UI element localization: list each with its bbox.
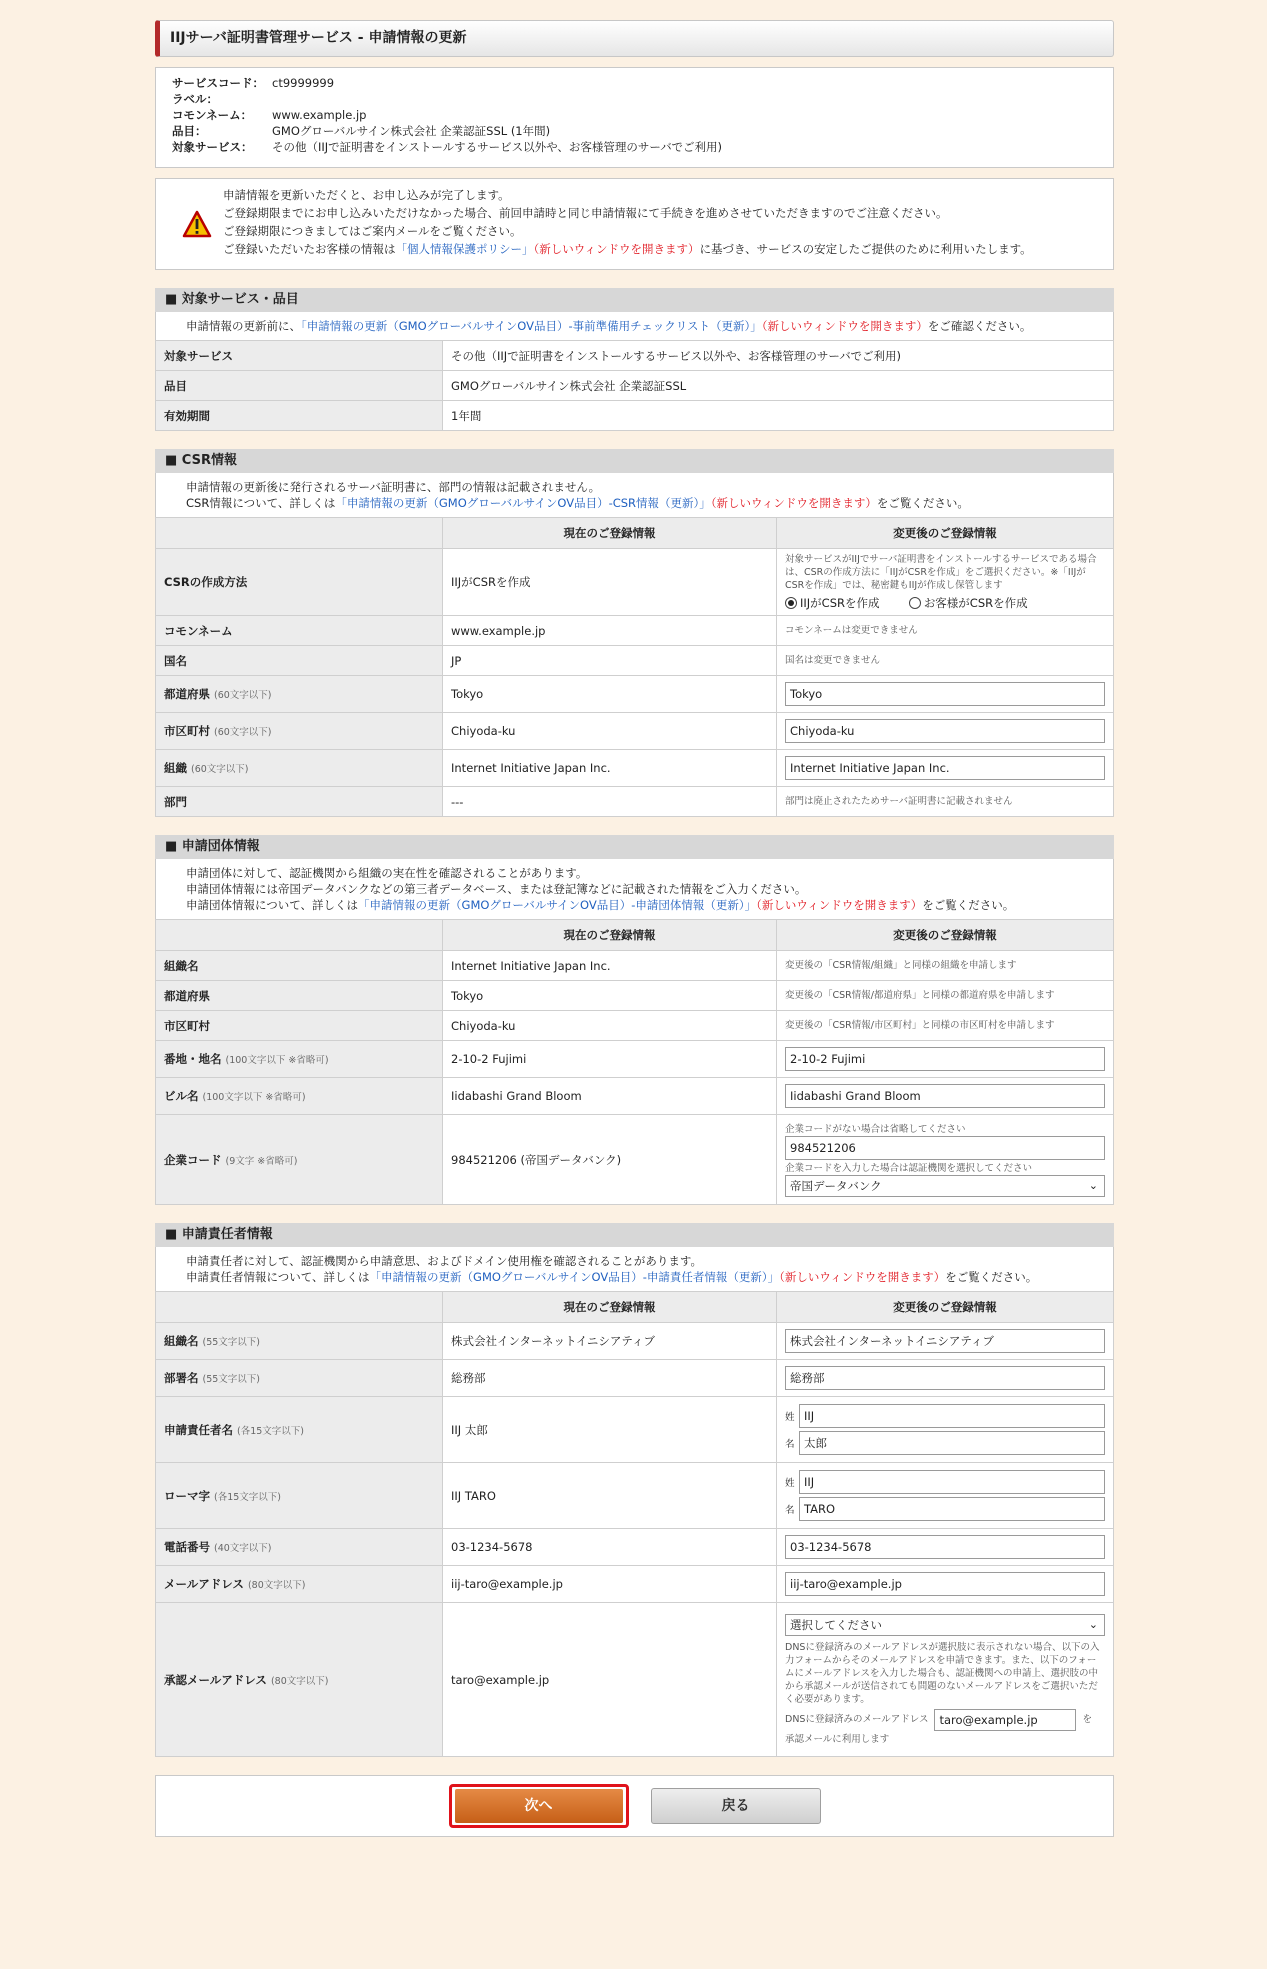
company-code-input[interactable]: 984521206 (785, 1136, 1105, 1160)
roman-surname-row (785, 1470, 1105, 1494)
char-limit: (9文字 ※省略可) (225, 1155, 298, 1167)
row-label (156, 1463, 443, 1529)
table-row (156, 646, 1114, 676)
current-value: Chiyoda-ku (443, 713, 777, 750)
summary-row (172, 75, 1097, 91)
organization-table (155, 919, 1114, 1205)
row-label: 品目 (156, 371, 443, 401)
current-value: Tokyo (443, 676, 777, 713)
current-value: 株式会社インターネットイニシアティブ (443, 1323, 777, 1360)
csr-method-cell (777, 549, 1114, 616)
desc-text: をご確認ください。 (927, 319, 1032, 333)
header-new: 変更後のご登録情報 (777, 920, 1114, 951)
section-description (155, 473, 1114, 517)
table-row (156, 1115, 1114, 1205)
table-row (156, 371, 1114, 401)
current-value: 2-10-2 Fujimi (443, 1041, 777, 1078)
table-header-row (156, 920, 1114, 951)
current-value: taro@example.jp (443, 1603, 777, 1757)
char-limit: (100文字以下 ※省略可) (202, 1092, 306, 1103)
char-limit: (80文字以下) (247, 1580, 306, 1591)
section-heading: ■ 申請団体情報 (155, 835, 1114, 859)
new-window-note: （新しいウィンドウを開きます） (533, 242, 700, 256)
table-row (156, 1463, 1114, 1529)
table-row (156, 549, 1114, 616)
current-value: JP (443, 646, 777, 676)
desc-text: をご覧ください。 (876, 496, 969, 510)
action-bar (155, 1775, 1114, 1837)
header-current: 現在のご登録情報 (443, 518, 777, 549)
surname-tag: 姓 (785, 1412, 795, 1423)
table-row (156, 787, 1114, 817)
roman-surname-input[interactable]: IIJ (799, 1470, 1105, 1494)
label-text: 企業コード (164, 1152, 222, 1167)
table-row (156, 1011, 1114, 1041)
row-note: 変更後の「CSR情報/都道府県」と同様の都道府県を申請します (777, 981, 1114, 1011)
csr-city-input[interactable]: Chiyoda-ku (785, 719, 1105, 743)
table-row (156, 713, 1114, 750)
given-name-row (785, 1431, 1105, 1455)
notice-box (155, 178, 1114, 270)
char-limit: (55文字以下) (202, 1374, 261, 1385)
new-window-note: （新しいウィンドウを開きます） (710, 496, 877, 510)
summary-value: GMOグローバルサイン株式会社 企業認証SSL (1年間) (272, 124, 551, 138)
row-label (156, 1603, 443, 1757)
notice-line: 申請情報を更新いただくと、お申し込みが完了します。 (223, 188, 510, 202)
input-cell (777, 1078, 1114, 1115)
row-label (156, 1041, 443, 1078)
warning-icon (171, 186, 223, 262)
applicant-org-input[interactable]: 株式会社インターネットイニシアティブ (785, 1329, 1105, 1353)
given-name-tag: 名 (785, 1505, 795, 1516)
company-code-note: 企業コードがない場合は省略してください (785, 1123, 966, 1135)
input-cell (777, 1566, 1114, 1603)
header-empty (156, 518, 443, 549)
summary-row (172, 91, 1097, 107)
page-title: IIJサーバ証明書管理サービス - 申請情報の更新 (155, 20, 1114, 57)
table-row (156, 1041, 1114, 1078)
building-input[interactable]: Iidabashi Grand Bloom (785, 1084, 1105, 1108)
agency-note: 企業コードを入力した場合は認証機関を選択してください (785, 1162, 1033, 1174)
header-empty (156, 1292, 443, 1323)
row-label (156, 1323, 443, 1360)
roman-name-cell (777, 1463, 1114, 1529)
desc-text: 申請責任者情報について、詳しくは (186, 1270, 370, 1284)
current-value: Tokyo (443, 981, 777, 1011)
table-row (156, 951, 1114, 981)
label-text: 電話番号 (164, 1540, 210, 1554)
label-text: 組織名 (164, 1334, 199, 1348)
row-label (156, 1115, 443, 1205)
new-window-note: （新しいウィンドウを開きます） (761, 319, 928, 333)
desc-text: CSR情報について、詳しくは (186, 496, 336, 510)
radio-customer-csr[interactable] (909, 597, 921, 609)
char-limit: (100文字以下 ※省略可) (225, 1055, 329, 1066)
header-new: 変更後のご登録情報 (777, 518, 1114, 549)
label-text: 組織 (164, 761, 187, 775)
label-text: ローマ字 (164, 1488, 210, 1503)
summary-row (172, 139, 1097, 155)
applicant-dept-input[interactable]: 総務部 (785, 1366, 1105, 1390)
page-container (155, 20, 1114, 1837)
summary-row (172, 123, 1097, 139)
input-cell (777, 1041, 1114, 1078)
row-label: 対象サービス (156, 341, 443, 371)
radio-iij-csr[interactable] (785, 597, 797, 609)
summary-value: ct9999999 (272, 76, 335, 90)
table-row (156, 676, 1114, 713)
input-cell (777, 676, 1114, 713)
current-value: www.example.jp (443, 616, 777, 646)
applicant-table (155, 1291, 1114, 1757)
current-value: Internet Initiative Japan Inc. (443, 951, 777, 981)
desc-line (186, 1269, 1083, 1285)
notice-text-segment: ご登録いただいたお客様の情報は (223, 242, 396, 256)
row-note: 変更後の「CSR情報/市区町村」と同様の市区町村を申請します (777, 1011, 1114, 1041)
table-row (156, 401, 1114, 431)
surname-input[interactable]: IIJ (799, 1404, 1105, 1428)
roman-given-name-input[interactable]: TARO (799, 1497, 1105, 1521)
input-cell (777, 750, 1114, 787)
desc-line (186, 495, 1083, 511)
char-limit: (60文字以下) (191, 764, 249, 775)
org-info-link[interactable]: 「申請情報の更新（GMOグローバルサインOV品目）-申請団体情報（更新）」 (358, 898, 757, 912)
header-new: 変更後のご登録情報 (777, 1292, 1114, 1323)
desc-line (186, 897, 1083, 913)
surname-row (785, 1404, 1105, 1428)
row-label: 国名 (156, 646, 443, 676)
row-value: 1年間 (443, 401, 1114, 431)
table-row (156, 1078, 1114, 1115)
row-label: 有効期間 (156, 401, 443, 431)
row-label (156, 1078, 443, 1115)
next-button[interactable] (449, 1784, 629, 1828)
desc-line: 申請団体に対して、認証機関から組織の実在性を確認されることがあります。 (186, 866, 588, 880)
csr-table (155, 517, 1114, 817)
current-value: iij-taro@example.jp (443, 1566, 777, 1603)
row-label (156, 750, 443, 787)
char-limit: (80文字以下) (270, 1675, 329, 1687)
agency-selected: 帝国データバンク (790, 1178, 882, 1193)
row-label (156, 1566, 443, 1603)
desc-line: 申請情報の更新後に発行されるサーバ証明書に、部門の情報は記載されません。 (186, 480, 601, 494)
row-label (156, 676, 443, 713)
phone-input[interactable]: 03-1234-5678 (785, 1535, 1105, 1559)
current-value: 984521206 (帝国データバンク) (443, 1115, 777, 1205)
dns-mail-input[interactable]: taro@example.jp (934, 1709, 1076, 1731)
section-description (155, 312, 1114, 340)
current-value: IIJ TARO (443, 1463, 777, 1529)
row-label: コモンネーム (156, 616, 443, 646)
section-organization (155, 835, 1114, 1205)
dns-mail-tail: 承認メールに利用します (785, 1733, 890, 1745)
table-row (156, 341, 1114, 371)
dns-mail-suffix: を (1082, 1714, 1092, 1725)
radio-label: お客様がCSRを作成 (923, 596, 1028, 610)
section-applicant (155, 1223, 1114, 1757)
row-label: 部門 (156, 787, 443, 817)
char-limit: (40文字以下) (214, 1543, 272, 1554)
current-value: 総務部 (443, 1360, 777, 1397)
given-name-tag: 名 (785, 1439, 795, 1450)
row-label: 市区町村 (156, 1011, 443, 1041)
privacy-policy-link[interactable]: 「個人情報保護ポリシー」 (395, 242, 534, 256)
new-window-note: （新しいウィンドウを開きます） (756, 898, 923, 912)
given-name-input[interactable]: 太郎 (799, 1431, 1105, 1455)
notice-line: ご登録期限までにお申し込みいただけなかった場合、前回申請時と同じ申請情報にて手続きを進めさせていただきますのでご注意ください。 (223, 206, 948, 220)
email-input[interactable]: iij-taro@example.jp (785, 1572, 1105, 1596)
name-cell (777, 1397, 1114, 1463)
label-text: メールアドレス (164, 1577, 244, 1591)
csr-info-link[interactable]: 「申請情報の更新（GMOグローバルサインOV品目）-CSR情報（更新）」 (335, 496, 711, 510)
checklist-link[interactable]: 「申請情報の更新（GMOグローバルサインOV品目）-事前準備用チェックリスト（更新）」 (301, 319, 762, 333)
desc-text: をご覧ください。 (945, 1270, 1038, 1284)
summary-box (155, 67, 1114, 168)
char-limit: (55文字以下) (202, 1337, 261, 1348)
table-row (156, 616, 1114, 646)
current-value: IIJ 太郎 (443, 1397, 777, 1463)
section-heading: ■ CSR情報 (155, 449, 1114, 473)
input-cell (777, 1323, 1114, 1360)
table-row (156, 1529, 1114, 1566)
current-value: --- (443, 787, 777, 817)
company-code-cell (777, 1115, 1114, 1205)
label-text: 部署名 (164, 1371, 199, 1385)
current-value: Internet Initiative Japan Inc. (443, 750, 777, 787)
summary-row (172, 107, 1097, 123)
section-heading: ■ 対象サービス・品目 (155, 288, 1114, 312)
label-text: ビル名 (164, 1089, 199, 1103)
approval-mail-note: DNSに登録済みのメールアドレスが選択肢に表示されない場合、以下の入力フォームからそのメールアドレスを申請できます。また、以下のフォームにメールアドレスを入力した場合も、認証機関への申請上、選択肢の中から承認メールが送信されても問題のないメールアドレスをご選択いただく必要があります。 (785, 1641, 1100, 1705)
header-current: 現在のご登録情報 (443, 920, 777, 951)
table-row (156, 1566, 1114, 1603)
label-text: 申請責任者名 (164, 1422, 233, 1437)
summary-value: その他（IIJで証明書をインストールするサービス以外や、お客様管理のサーバでご利用) (272, 140, 723, 154)
row-note: 国名は変更できません (777, 646, 1114, 676)
roman-given-name-row (785, 1497, 1105, 1521)
row-value: GMOグローバルサイン株式会社 企業認証SSL (443, 371, 1114, 401)
table-row (156, 1360, 1114, 1397)
next-button-label: 次へ (455, 1789, 623, 1823)
table-row (156, 1323, 1114, 1360)
row-label: 組織名 (156, 951, 443, 981)
input-cell (777, 1529, 1114, 1566)
current-value: IIJがCSRを作成 (443, 549, 777, 616)
current-value: Iidabashi Grand Bloom (443, 1078, 777, 1115)
summary-key: サービスコード： (172, 76, 264, 90)
input-cell (777, 713, 1114, 750)
chevron-down-icon: ⌄ (1088, 1617, 1098, 1631)
new-window-note: （新しいウィンドウを開きます） (779, 1270, 946, 1284)
current-value: Chiyoda-ku (443, 1011, 777, 1041)
header-empty (156, 920, 443, 951)
table-header-row (156, 518, 1114, 549)
desc-text: 申請団体情報について、詳しくは (186, 898, 359, 912)
char-limit: (60文字以下) (214, 727, 272, 738)
table-row (156, 1603, 1114, 1757)
row-note: 変更後の「CSR情報/組織」と同様の組織を申請します (777, 951, 1114, 981)
table-row (156, 1397, 1114, 1463)
desc-text: 申請情報の更新前に、 (186, 319, 301, 333)
section-csr (155, 449, 1114, 817)
row-label (156, 1360, 443, 1397)
char-limit: (60文字以下) (214, 690, 272, 701)
summary-value: www.example.jp (272, 108, 367, 122)
summary-key: 対象サービス： (172, 140, 253, 154)
surname-tag: 姓 (785, 1478, 795, 1489)
table-header-row (156, 1292, 1114, 1323)
row-value: その他（IIJで証明書をインストールするサービス以外や、お客様管理のサーバでご利用) (443, 341, 1114, 371)
label-text: 承認メールアドレス (164, 1672, 267, 1687)
desc-line: 申請団体情報には帝国データバンクなどの第三者データベース、または登記簿などに記載された情報をご入力ください。 (186, 882, 807, 896)
address-input[interactable]: 2-10-2 Fujimi (785, 1047, 1105, 1071)
approval-mail-selected: 選択してください (790, 1617, 882, 1632)
table-row (156, 750, 1114, 787)
csr-organization-input[interactable]: Internet Initiative Japan Inc. (785, 756, 1105, 780)
row-label: CSRの作成方法 (156, 549, 443, 616)
label-text: 番地・地名 (164, 1052, 222, 1066)
current-value: 03-1234-5678 (443, 1529, 777, 1566)
input-cell (777, 1360, 1114, 1397)
table-row (156, 981, 1114, 1011)
csr-method-options (785, 595, 1105, 611)
char-limit: (各15文字以下) (237, 1425, 305, 1437)
dns-mail-prefix: DNSに登録済みのメールアドレス (785, 1714, 929, 1725)
header-current: 現在のご登録情報 (443, 1292, 777, 1323)
notice-line (223, 240, 1032, 258)
summary-key: 品目： (172, 124, 207, 138)
label-text: 都道府県 (164, 687, 210, 701)
label-text: 市区町村 (164, 724, 210, 738)
csr-prefecture-input[interactable]: Tokyo (785, 682, 1105, 706)
summary-key: コモンネーム： (172, 108, 253, 122)
csr-method-note: 対象サービスがIIJでサーバ証明書をインストールするサービスである場合は、CSRの作成方法に「IIJがCSRを作成」をご選択ください。※「IIJがCSRを作成」では、秘密鍵もIIJが作成し保管します (785, 554, 1097, 591)
section-heading: ■ 申請責任者情報 (155, 1223, 1114, 1247)
chevron-down-icon: ⌄ (1088, 1178, 1098, 1192)
radio-label: IIJがCSRを作成 (800, 596, 880, 610)
applicant-info-link[interactable]: 「申請情報の更新（GMOグローバルサインOV品目）-申請責任者情報（更新）」 (369, 1270, 780, 1284)
section-description (155, 859, 1114, 919)
dns-mail-row (785, 1709, 1105, 1731)
service-table (155, 340, 1114, 431)
section-description (155, 1247, 1114, 1291)
char-limit: (各15文字以下) (214, 1491, 282, 1503)
row-label (156, 1397, 443, 1463)
approval-mail-cell (777, 1603, 1114, 1757)
notice-text-segment: に基づき、サービスの安定したご提供のために利用いたします。 (699, 242, 1032, 256)
row-note: コモンネームは変更できません (777, 616, 1114, 646)
back-button[interactable]: 戻る (651, 1788, 821, 1824)
summary-key: ラベル： (172, 92, 218, 106)
desc-line: 申請責任者に対して、認証機関から申請意思、およびドメイン使用権を確認されることがあります。 (186, 1254, 702, 1268)
approval-mail-select[interactable] (785, 1614, 1105, 1636)
notice-line: ご登録期限につきましてはご案内メールをご覧ください。 (223, 224, 522, 238)
row-label (156, 713, 443, 750)
agency-select[interactable] (785, 1175, 1105, 1197)
notice-text (223, 186, 1032, 262)
section-service (155, 288, 1114, 431)
row-label: 都道府県 (156, 981, 443, 1011)
row-label (156, 1529, 443, 1566)
row-note: 部門は廃止されたためサーバ証明書に記載されません (777, 787, 1114, 817)
desc-text: をご覧ください。 (922, 898, 1015, 912)
